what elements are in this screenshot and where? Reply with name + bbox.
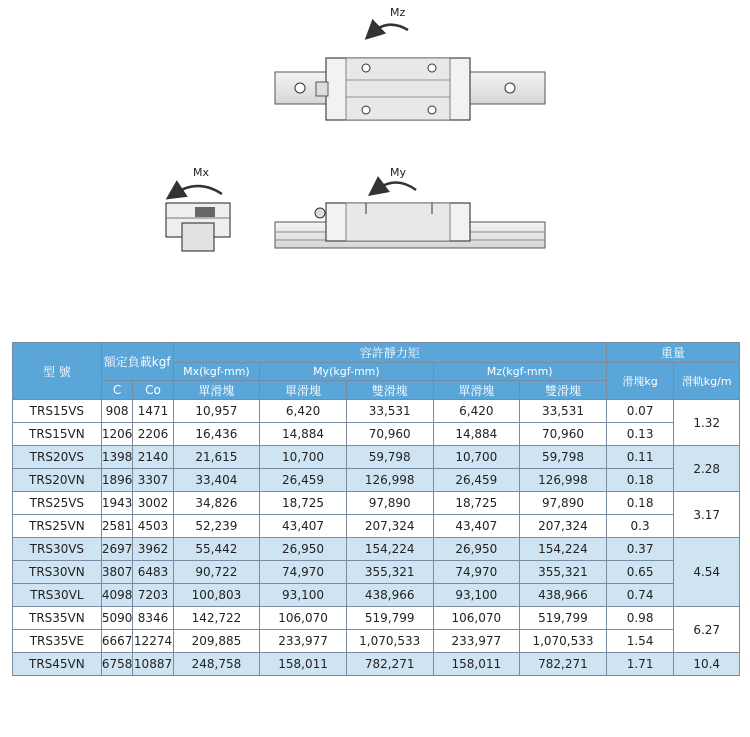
table-row xyxy=(13,492,740,515)
header-mz: Mz(kgf-mm) xyxy=(433,363,606,381)
cell-co: 2140 xyxy=(133,446,173,469)
table-row xyxy=(13,584,740,607)
moment-diagram-svg xyxy=(0,0,750,330)
cell-my-single: 10,700 xyxy=(260,446,347,469)
mx-label: Mx xyxy=(193,166,210,179)
cell-block-kg: 0.13 xyxy=(606,423,674,446)
cell-c: 2581 xyxy=(101,515,133,538)
cell-rail-kgm: 3.17 xyxy=(674,492,740,538)
cell-my-double: 207,324 xyxy=(346,515,433,538)
cell-my-single: 18,725 xyxy=(260,492,347,515)
cell-co: 4503 xyxy=(133,515,173,538)
table-row xyxy=(13,607,740,630)
cell-model: TRS20VN xyxy=(13,469,102,492)
cell-mx: 34,826 xyxy=(173,492,260,515)
cell-mx: 90,722 xyxy=(173,561,260,584)
cell-co: 8346 xyxy=(133,607,173,630)
cell-model: TRS25VS xyxy=(13,492,102,515)
cell-c: 4098 xyxy=(101,584,133,607)
cell-block-kg: 0.37 xyxy=(606,538,674,561)
cell-co: 1471 xyxy=(133,400,173,423)
cell-mz-single: 74,970 xyxy=(433,561,520,584)
cell-c: 1206 xyxy=(101,423,133,446)
cell-my-single: 106,070 xyxy=(260,607,347,630)
mz-label: Mz xyxy=(390,6,406,19)
cell-co: 2206 xyxy=(133,423,173,446)
cell-mz-double: 126,998 xyxy=(520,469,607,492)
cell-mz-single: 93,100 xyxy=(433,584,520,607)
cell-mz-single: 26,950 xyxy=(433,538,520,561)
cell-mz-single: 43,407 xyxy=(433,515,520,538)
cell-c: 6667 xyxy=(101,630,133,653)
header-mz-double: 雙滑塊 xyxy=(520,381,607,400)
cell-block-kg: 0.98 xyxy=(606,607,674,630)
cell-rail-kgm: 6.27 xyxy=(674,607,740,653)
table-row xyxy=(13,561,740,584)
cell-my-double: 33,531 xyxy=(346,400,433,423)
table-row xyxy=(13,538,740,561)
header-co: Co xyxy=(133,381,173,400)
cell-mx: 10,957 xyxy=(173,400,260,423)
cell-my-double: 355,321 xyxy=(346,561,433,584)
header-my-double: 雙滑塊 xyxy=(346,381,433,400)
header-my-single: 單滑塊 xyxy=(260,381,347,400)
cell-co: 12274 xyxy=(133,630,173,653)
cell-my-single: 14,884 xyxy=(260,423,347,446)
header-rated-load: 額定負載kgf xyxy=(101,343,173,381)
cell-mz-single: 158,011 xyxy=(433,653,520,676)
mx-side-view xyxy=(166,166,230,251)
mz-arrow xyxy=(372,25,408,33)
rail-end xyxy=(182,223,214,251)
cell-mz-double: 154,224 xyxy=(520,538,607,561)
header-rail-kgm: 滑軌kg/m xyxy=(674,363,740,400)
cell-my-double: 782,271 xyxy=(346,653,433,676)
cell-mx: 100,803 xyxy=(173,584,260,607)
cell-co: 10887 xyxy=(133,653,173,676)
table-row xyxy=(13,446,740,469)
cell-my-double: 59,798 xyxy=(346,446,433,469)
cell-mz-double: 1,070,533 xyxy=(520,630,607,653)
cell-mz-double: 519,799 xyxy=(520,607,607,630)
mz-top-view xyxy=(275,6,545,120)
cell-mx: 16,436 xyxy=(173,423,260,446)
cell-rail-kgm: 4.54 xyxy=(674,538,740,607)
cell-model: TRS30VL xyxy=(13,584,102,607)
cell-mx: 55,442 xyxy=(173,538,260,561)
table-row xyxy=(13,423,740,446)
cell-my-double: 154,224 xyxy=(346,538,433,561)
cell-mz-double: 355,321 xyxy=(520,561,607,584)
my-arrow xyxy=(376,183,416,191)
spec-table xyxy=(12,342,740,676)
cell-mz-single: 10,700 xyxy=(433,446,520,469)
cell-my-single: 93,100 xyxy=(260,584,347,607)
cell-mz-double: 782,271 xyxy=(520,653,607,676)
header-block-kg: 滑塊kg xyxy=(606,363,674,400)
cell-block-kg: 0.18 xyxy=(606,469,674,492)
moment-diagram xyxy=(0,0,750,330)
cell-mz-single: 6,420 xyxy=(433,400,520,423)
cell-mz-double: 207,324 xyxy=(520,515,607,538)
header-mz-single: 單滑塊 xyxy=(433,381,520,400)
cell-c: 6758 xyxy=(101,653,133,676)
cell-mz-single: 14,884 xyxy=(433,423,520,446)
header-my: My(kgf-mm) xyxy=(260,363,433,381)
mx-arrow xyxy=(174,186,222,194)
cell-mz-double: 97,890 xyxy=(520,492,607,515)
header-allowable-static: 容許靜力矩 xyxy=(173,343,606,363)
cell-block-kg: 0.3 xyxy=(606,515,674,538)
cell-mz-double: 33,531 xyxy=(520,400,607,423)
cell-co: 3962 xyxy=(133,538,173,561)
cell-co: 6483 xyxy=(133,561,173,584)
cell-co: 3002 xyxy=(133,492,173,515)
cell-co: 7203 xyxy=(133,584,173,607)
cell-mx: 142,722 xyxy=(173,607,260,630)
header-model: 型 號 xyxy=(13,343,102,400)
cell-block-kg: 0.18 xyxy=(606,492,674,515)
cell-c: 1943 xyxy=(101,492,133,515)
table-row xyxy=(13,653,740,676)
cell-mz-double: 70,960 xyxy=(520,423,607,446)
cell-my-single: 74,970 xyxy=(260,561,347,584)
cell-my-double: 126,998 xyxy=(346,469,433,492)
cell-c: 908 xyxy=(101,400,133,423)
cell-my-single: 26,950 xyxy=(260,538,347,561)
header-weight: 重量 xyxy=(606,343,739,363)
header-mx-single: 單滑塊 xyxy=(173,381,260,400)
cell-my-single: 26,459 xyxy=(260,469,347,492)
cell-model: TRS35VN xyxy=(13,607,102,630)
cell-mz-single: 233,977 xyxy=(433,630,520,653)
cell-mz-double: 59,798 xyxy=(520,446,607,469)
table-row xyxy=(13,469,740,492)
cell-my-double: 1,070,533 xyxy=(346,630,433,653)
cell-my-double: 438,966 xyxy=(346,584,433,607)
cell-my-single: 233,977 xyxy=(260,630,347,653)
cell-mx: 33,404 xyxy=(173,469,260,492)
cell-model: TRS30VS xyxy=(13,538,102,561)
cell-mx: 21,615 xyxy=(173,446,260,469)
cell-mz-single: 106,070 xyxy=(433,607,520,630)
cell-c: 1398 xyxy=(101,446,133,469)
cell-model: TRS45VN xyxy=(13,653,102,676)
cell-rail-kgm: 10.4 xyxy=(674,653,740,676)
cell-block-kg: 0.07 xyxy=(606,400,674,423)
cell-my-single: 158,011 xyxy=(260,653,347,676)
cell-block-kg: 1.54 xyxy=(606,630,674,653)
cell-my-single: 43,407 xyxy=(260,515,347,538)
cell-mx: 52,239 xyxy=(173,515,260,538)
cell-co: 3307 xyxy=(133,469,173,492)
cell-mx: 248,758 xyxy=(173,653,260,676)
table-row xyxy=(13,400,740,423)
cell-mz-single: 26,459 xyxy=(433,469,520,492)
my-front-view xyxy=(275,166,545,248)
cell-c: 5090 xyxy=(101,607,133,630)
cell-rail-kgm: 2.28 xyxy=(674,446,740,492)
cell-my-double: 70,960 xyxy=(346,423,433,446)
cell-mx: 209,885 xyxy=(173,630,260,653)
cell-mz-single: 18,725 xyxy=(433,492,520,515)
cell-block-kg: 0.65 xyxy=(606,561,674,584)
cell-model: TRS20VS xyxy=(13,446,102,469)
cell-rail-kgm: 1.32 xyxy=(674,400,740,446)
header-c: C xyxy=(101,381,133,400)
cell-model: TRS30VN xyxy=(13,561,102,584)
cell-my-double: 97,890 xyxy=(346,492,433,515)
cell-model: TRS35VE xyxy=(13,630,102,653)
cell-my-double: 519,799 xyxy=(346,607,433,630)
cell-model: TRS25VN xyxy=(13,515,102,538)
cell-model: TRS15VS xyxy=(13,400,102,423)
cell-block-kg: 0.11 xyxy=(606,446,674,469)
table-row xyxy=(13,515,740,538)
cell-c: 3807 xyxy=(101,561,133,584)
cell-block-kg: 0.74 xyxy=(606,584,674,607)
header-mx: Mx(kgf-mm) xyxy=(173,363,260,381)
cell-c: 1896 xyxy=(101,469,133,492)
cell-mz-double: 438,966 xyxy=(520,584,607,607)
cell-block-kg: 1.71 xyxy=(606,653,674,676)
cell-model: TRS15VN xyxy=(13,423,102,446)
my-label: My xyxy=(390,166,407,179)
table-row xyxy=(13,630,740,653)
cell-my-single: 6,420 xyxy=(260,400,347,423)
cell-c: 2697 xyxy=(101,538,133,561)
